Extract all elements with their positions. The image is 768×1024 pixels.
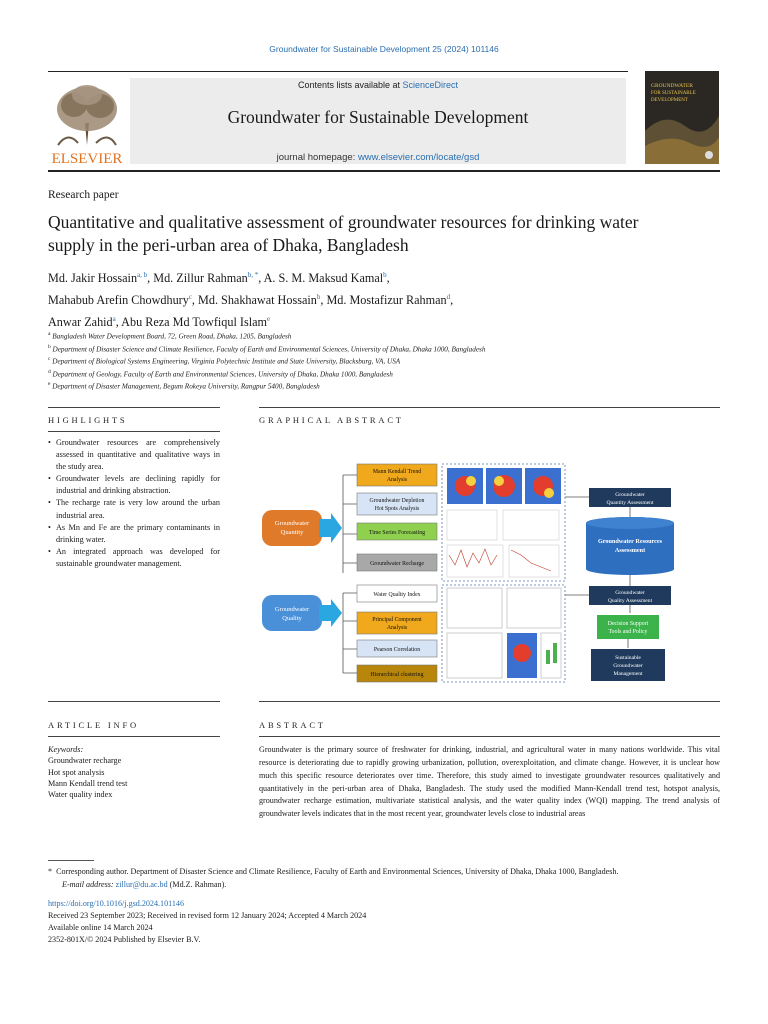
- quantity-label-1: Groundwater: [274, 520, 310, 527]
- affiliation-key: c: [48, 356, 51, 363]
- quality-label-1: Groundwater: [274, 606, 310, 613]
- author-separator: ,: [450, 293, 454, 308]
- decision-support-2: Tools and Policy: [608, 629, 648, 635]
- author-name[interactable]: Mahabub Arefin Chowdhury: [48, 293, 189, 308]
- cover-title-line-1: GROUNDWATER: [651, 83, 693, 89]
- affiliation-item: [48, 329, 728, 342]
- quality-assessment-1: Groundwater: [615, 590, 645, 596]
- affiliation-text: Bangladesh Water Development Board, 72, Green Road, Dhaka, 1205, Bangladesh: [52, 332, 292, 341]
- sustainable-1: Sustainable: [615, 655, 641, 661]
- author-separator: ,: [115, 315, 122, 330]
- author-separator: ,: [191, 293, 199, 308]
- author-separator: ,: [386, 271, 390, 286]
- sustainable-2: Groundwater: [613, 663, 643, 669]
- graphical-abstract-heading: GRAPHICAL ABSTRACT: [259, 415, 404, 425]
- email-suffix: (Md.Z. Rahman).: [169, 879, 227, 889]
- abstract-rule: [259, 701, 720, 702]
- footnote-rule: [48, 860, 94, 861]
- trend-plots: [447, 510, 559, 577]
- author-separator: ,: [258, 271, 264, 286]
- hotspot-maps: [447, 468, 561, 504]
- method-label: Analysis: [386, 477, 408, 483]
- header-top-rule: [48, 71, 628, 72]
- article-history: Received 23 September 2023; Received in revised form 12 January 2024; Accepted 4 March 2024: [48, 911, 367, 920]
- method-label: Mann Kendall Trend: [372, 469, 422, 475]
- method-label: Groundwater Depletion: [369, 498, 425, 504]
- cover-title-line-3: DEVELOPMENT: [651, 98, 688, 103]
- method-label: Water Quality Index: [373, 592, 421, 598]
- affiliation-key: d: [48, 368, 51, 375]
- affiliations: [48, 329, 728, 392]
- keywords-label: Keywords:: [48, 745, 84, 754]
- author-name[interactable]: Abu Reza Md Towfiqul Islam: [121, 315, 267, 330]
- graphical-abstract-rule: [259, 407, 720, 408]
- highlight-item: • The recharge rate is very low around the urban industrial area.: [48, 497, 220, 521]
- author-separator: ,: [320, 293, 327, 308]
- corresponding-author-footnote: [48, 866, 728, 891]
- affiliation-item: [48, 379, 728, 392]
- affiliation-text: Department of Biological Systems Engineering, Virginia Polytechnic Institute and State University, Blacksburg, VA, USA: [52, 357, 401, 366]
- author-name[interactable]: Md. Jakir Hossain: [48, 271, 138, 286]
- affiliation-item: [48, 367, 728, 380]
- sustainable-3: Management: [613, 671, 643, 677]
- email-link[interactable]: zillur@du.ac.bd: [115, 879, 168, 889]
- resources-assessment-2: Assessment: [614, 547, 646, 554]
- publication-info: [48, 898, 728, 946]
- keyword-item: Groundwater recharge: [48, 756, 122, 766]
- decision-support-box: [597, 615, 659, 639]
- author-affiliation-marker[interactable]: b: [383, 271, 387, 279]
- contents-line: [130, 80, 626, 90]
- author-affiliation-marker[interactable]: c: [188, 293, 192, 302]
- keyword-item: Water quality index: [48, 790, 113, 800]
- highlights-rule: [48, 407, 220, 408]
- doi-link[interactable]: https://doi.org/10.1016/j.gsd.2024.101146: [48, 899, 185, 908]
- quality-label-2: Quality: [282, 615, 302, 622]
- quality-assessment-2: Quality Assessment: [607, 598, 653, 604]
- highlights-list: [48, 437, 220, 570]
- paper-type: Research paper: [48, 189, 119, 201]
- author-affiliation-marker[interactable]: b, *: [247, 271, 259, 279]
- homepage-link[interactable]: www.elsevier.com/locate/gsd: [357, 152, 480, 163]
- highlights-rule-bottom: [48, 431, 220, 432]
- available-online: Available online 14 March 2024: [48, 923, 153, 932]
- method-label: Hierarchical clustering: [370, 672, 424, 678]
- affiliation-key: a: [48, 331, 51, 337]
- elsevier-wordmark: ELSEVIER: [51, 151, 123, 165]
- highlight-item: • As Mn and Fe are the primary contaminants in drinking water.: [48, 522, 220, 546]
- article-info-rule-bottom: [48, 736, 220, 737]
- highlight-item: • An integrated approach was developed for sustainable groundwater management.: [48, 546, 220, 570]
- affiliation-item: [48, 354, 728, 367]
- author-name[interactable]: A. S. M. Maksud Kamal: [263, 271, 384, 286]
- author-affiliation-marker[interactable]: d: [446, 293, 451, 302]
- header-bottom-rule: [48, 170, 720, 172]
- sciencedirect-link[interactable]: ScienceDirect: [402, 80, 459, 90]
- author-affiliation-marker[interactable]: a: [112, 315, 116, 324]
- method-label: Time Series Forecasting: [368, 530, 426, 536]
- email-label: E-mail address:: [62, 879, 114, 889]
- footnote-marker: *: [48, 867, 53, 876]
- affiliation-key: e: [48, 381, 51, 388]
- author-list: [48, 266, 698, 332]
- quantity-assessment-1: Groundwater: [615, 492, 645, 498]
- journal-cover[interactable]: [645, 71, 719, 164]
- contents-prefix: Contents lists available at: [297, 80, 403, 90]
- homepage-line: [130, 152, 626, 163]
- resources-assessment-1: Groundwater Resources: [597, 538, 663, 545]
- author-affiliation-marker[interactable]: a, b: [137, 271, 148, 279]
- keyword-item: Hot spot analysis: [48, 767, 105, 777]
- highlight-item: • Groundwater resources are comprehensively assessed in quantitative and qualitative ways in the study area.: [48, 437, 220, 473]
- abstract-heading: ABSTRACT: [259, 720, 326, 730]
- author-separator: ,: [147, 271, 154, 286]
- graphical-abstract-figure[interactable]: [259, 455, 683, 690]
- decision-support-1: Decision Support: [607, 621, 649, 627]
- quantity-node: [262, 510, 322, 546]
- cover-title-line-2: FOR SUSTAINABLE: [651, 91, 696, 96]
- article-title: Quantitative and qualitative assessment of groundwater resources for drinking water supply in the peri-urban area of Dhaka, Bangladesh: [48, 212, 639, 255]
- author-affiliation-marker[interactable]: b: [316, 293, 321, 302]
- affiliation-text: Department of Disaster Management, Begum Rokeya University, Rangpur 5400, Bangladesh: [52, 382, 320, 391]
- author-name[interactable]: Md. Mostafizur Rahman: [326, 293, 447, 308]
- highlights-heading: HIGHLIGHTS: [48, 415, 128, 425]
- affiliation-text: Department of Geology, Faculty of Earth and Environmental Sciences, University of Dhaka, Dhaka 1000, Bangladesh: [52, 370, 393, 379]
- method-label: Groundwater Recharge: [370, 561, 424, 567]
- abstract-rule-bottom: [259, 736, 720, 737]
- author-name[interactable]: Md. Zillur Rahman: [153, 271, 248, 286]
- article-info-heading: ARTICLE INFO: [48, 720, 139, 730]
- elsevier-logo: [48, 79, 126, 165]
- quality-node: [262, 595, 322, 631]
- author-name[interactable]: Md. Shakhawat Hossain: [198, 293, 317, 308]
- keywords-block: [48, 744, 220, 800]
- method-label: Principal Component: [372, 617, 422, 623]
- article-info-rule: [48, 701, 220, 702]
- copyright: 2352-801X/© 2024 Published by Elsevier B.V.: [48, 935, 201, 944]
- keyword-item: Mann Kendall trend test: [48, 778, 128, 788]
- resources-assessment-cylinder: [586, 523, 674, 569]
- affiliation-key: b: [48, 343, 51, 350]
- highlight-item: • Groundwater levels are declining rapidly for industrial and drinking abstraction.: [48, 473, 220, 497]
- method-label: Hot Spots Analysis: [374, 506, 420, 512]
- author-affiliation-marker[interactable]: e: [267, 315, 271, 324]
- homepage-prefix: journal homepage:: [276, 152, 358, 163]
- affiliation-text: Department of Disaster Science and Climate Resilience, Faculty of Earth and Environmental Sciences, University of Dhaka, Dhaka 1000, Bangladesh: [52, 344, 486, 353]
- quantity-label-2: Quantity: [280, 529, 304, 536]
- affiliation-item: [48, 342, 728, 355]
- method-label: Analysis: [386, 625, 408, 631]
- journal-title: Groundwater for Sustainable Development: [227, 107, 529, 127]
- footnote-text: Corresponding author. Department of Disaster Science and Climate Resilience, Faculty of Earth and Environmental Sciences, University of Dhaka, Dhaka 1000, Bangladesh.: [56, 867, 619, 876]
- author-name[interactable]: Anwar Zahid: [48, 315, 113, 330]
- abstract-text: Groundwater is the primary source of freshwater for drinking, industrial, and agricultural water in many nations worldwide. This vital resource is deteriorating due to rapidly growing urbanization, pollution, overexploitation, and climate change. However, it is unclear how much this specific resource deteriorates over time. Therefore, this study aimed to investigate groundwater resources qualitatively and quantitatively in the peri-urban area of Dhaka, Bangladesh. The study used the modified Mann-Kendall trend test, hotspot analysis, groundwater recharge estimation, multivariate statistical analysis, and the water quality index (WQI) mapping. The trend analysis of groundwater levels indicates that in the most recent year, groundwater levels close to industrial areas: [259, 745, 720, 819]
- journal-reference[interactable]: [0, 44, 768, 54]
- quantity-assessment-2: Quantity Assessment: [606, 500, 654, 506]
- method-label: Pearson Correlation: [373, 647, 421, 653]
- quality-plots: [447, 588, 561, 678]
- journal-reference-link[interactable]: Groundwater for Sustainable Development 25 (2024) 101146: [269, 44, 499, 54]
